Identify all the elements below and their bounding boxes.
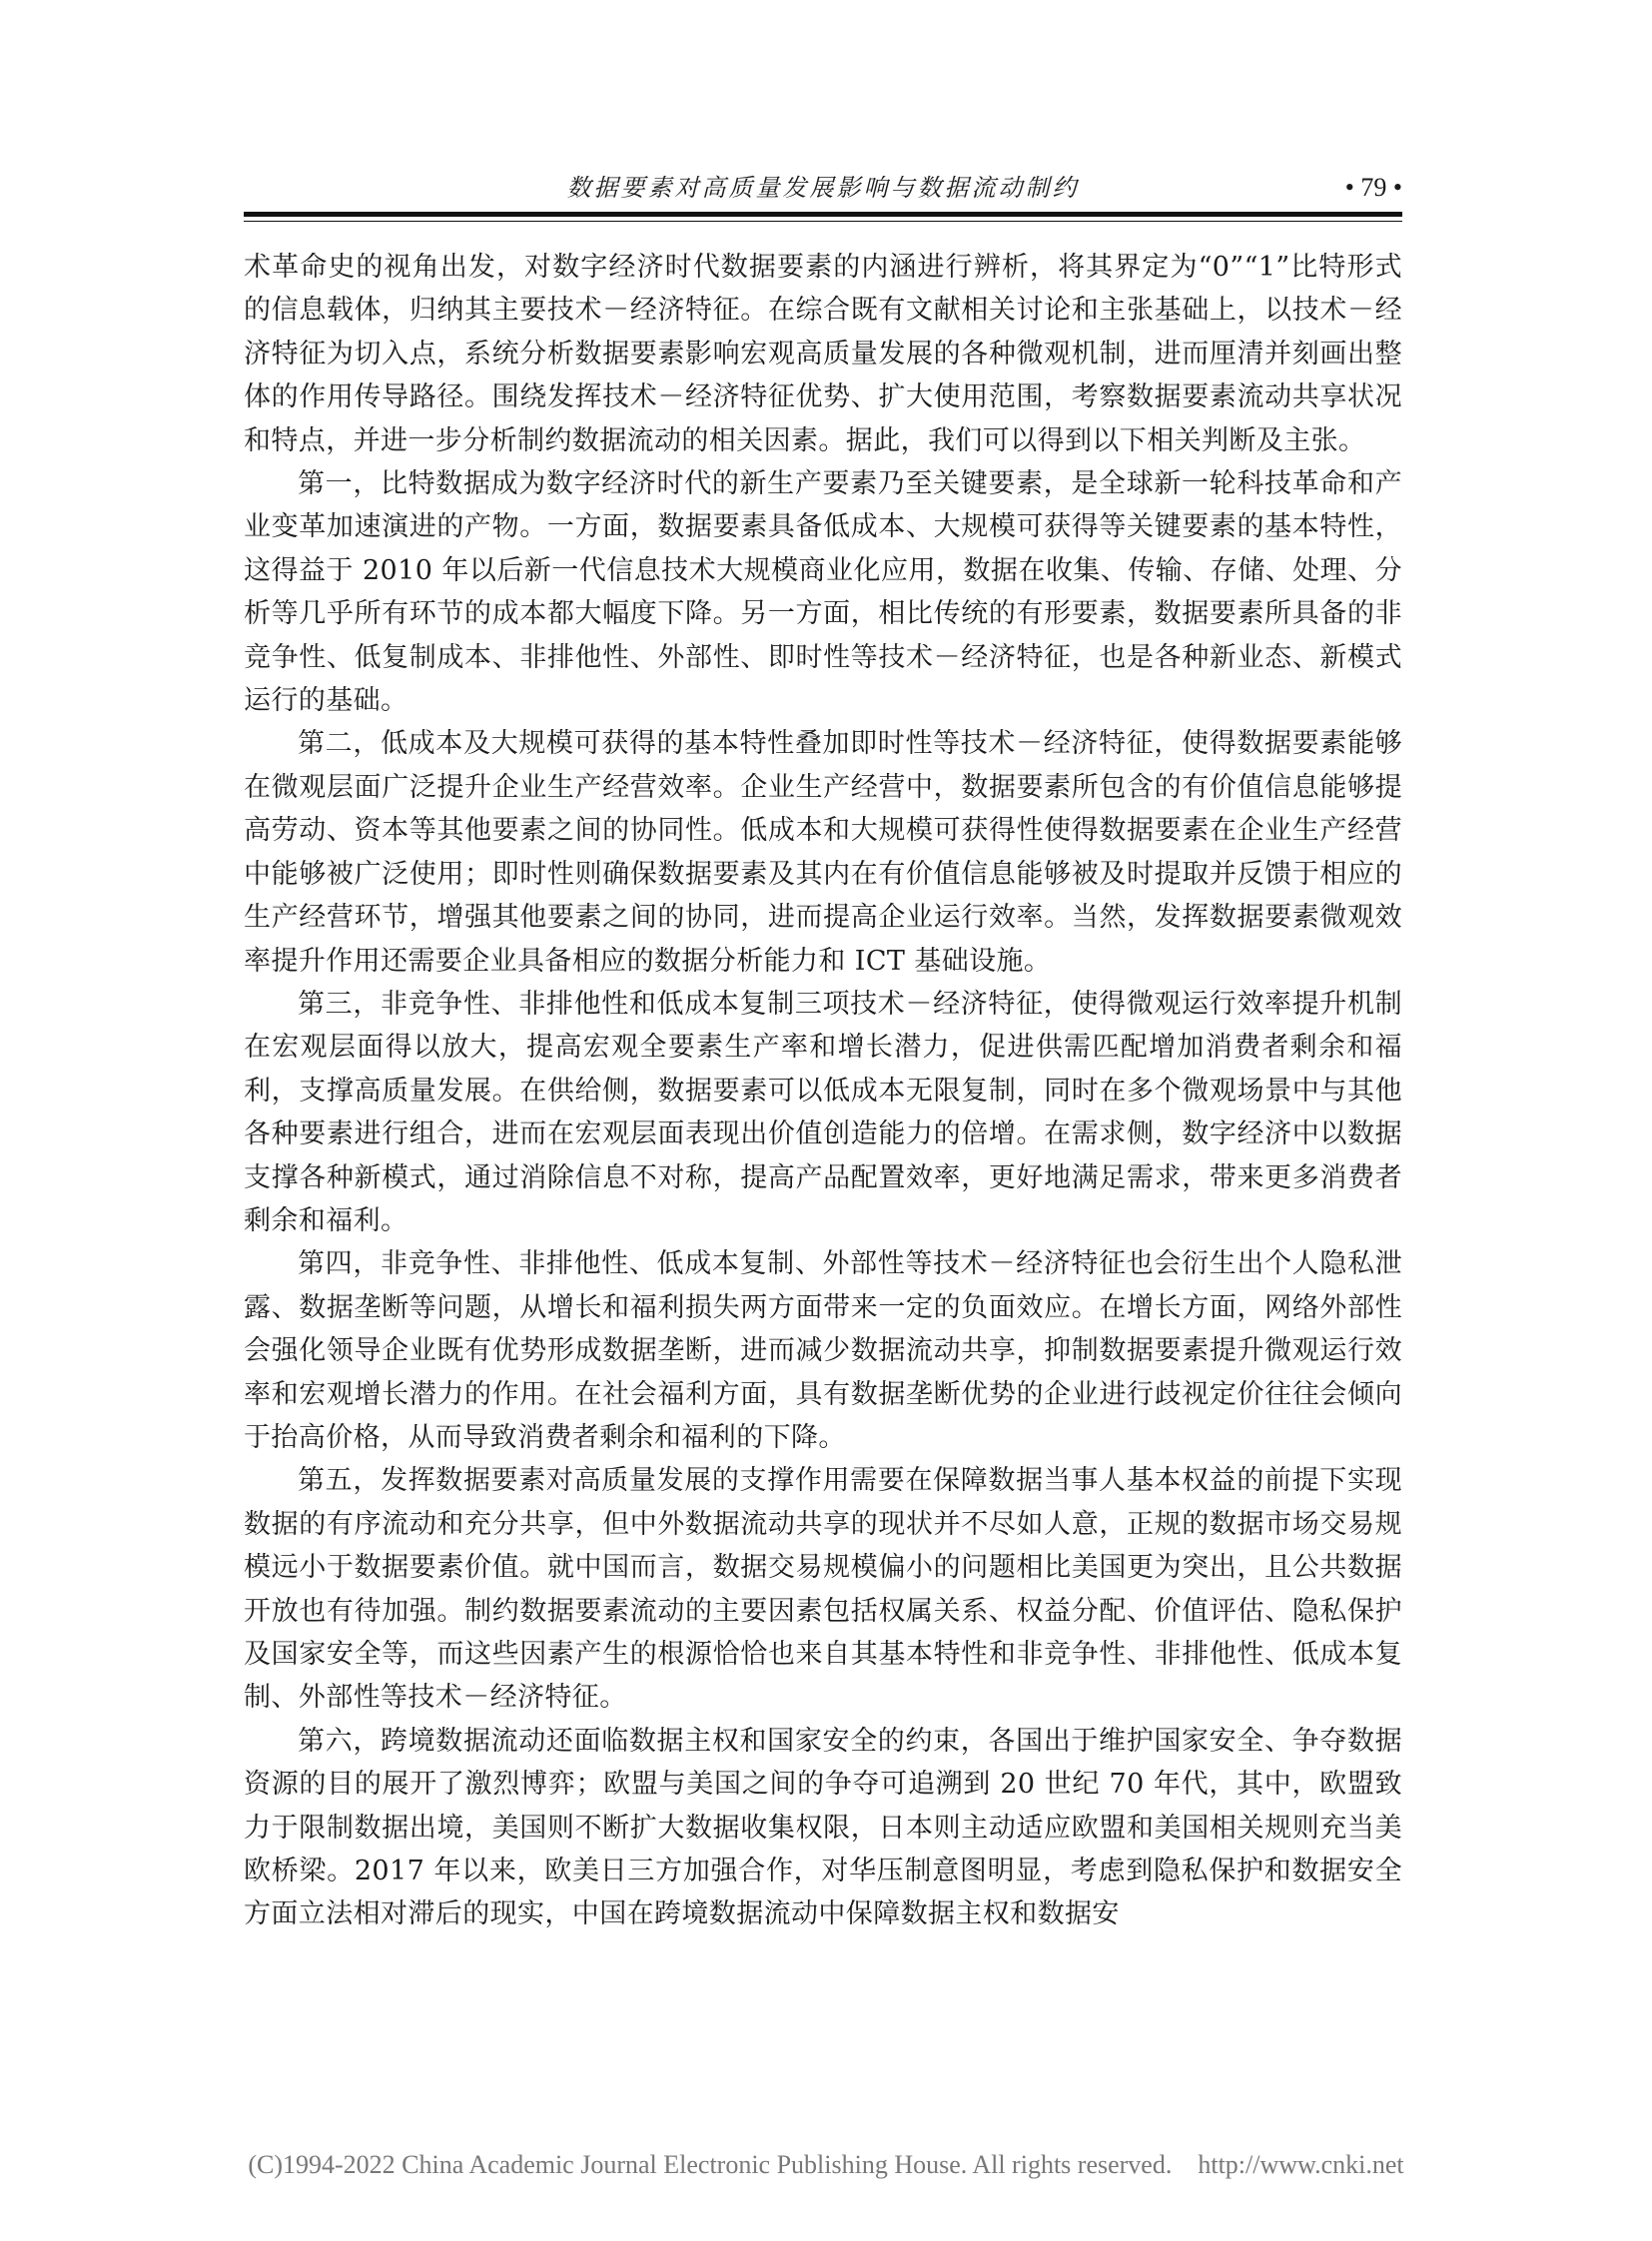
page-header [244, 168, 1402, 208]
running-title: 数据要素对高质量发展影响与数据流动制约 [566, 174, 1080, 202]
paragraph-first: 第一，比特数据成为数字经济时代的新生产要素乃至关键要素，是全球新一轮科技革命和产业变革加速演进的产物。一方面，数据要素具备低成本、大规模可获得等关键要素的基本特性，这得益于 2010 年以后新一代信息技术大规模商业化应用，数据在收集、传输、存储、处理、分析等几乎所有环节的成本都大幅度下降。另一方面，相比传统的有形要素，数据要素所具备的非竞争性、低复制成本、非排他性、外部性、即时性等技术－经济特征，也是各种新业态、新模式运行的基础。 [244, 468, 1402, 717]
cnki-link[interactable]: http://www.cnki.net [1198, 2150, 1404, 2179]
header-rule-thick [244, 212, 1402, 217]
body-text [244, 246, 1402, 1936]
page-footer [0, 2150, 1652, 2180]
paragraph-sixth: 第六，跨境数据流动还面临数据主权和国家安全的约束，各国出于维护国家安全、争夺数据资源的目的展开了激烈博弈；欧盟与美国之间的争夺可追溯到 20 世纪 70 年代，其中，欧盟致力于限制数据出境，美国则不断扩大数据收集权限，日本则主动适应欧盟和美国相关规则充当美欧桥梁。2017 年以来，欧美日三方加强合作，对华压制意图明显，考虑到隐私保护和数据安全方面立法相对滞后的现实，中国在跨境数据流动中保障数据主权和数据安 [244, 1725, 1402, 1930]
paragraph-second: 第二，低成本及大规模可获得的基本特性叠加即时性等技术－经济特征，使得数据要素能够在微观层面广泛提升企业生产经营效率。企业生产经营中，数据要素所包含的有价值信息能够提高劳动、资本等其他要素之间的协同性。低成本和大规模可获得性使得数据要素在企业生产经营中能够被广泛使用；即时性则确保数据要素及其内在有价值信息能够被及时提取并反馈于相应的生产经营环节，增强其他要素之间的协同，进而提高企业运行效率。当然，发挥数据要素微观效率提升作用还需要企业具备相应的数据分析能力和 ICT 基础设施。 [244, 728, 1402, 977]
paragraph-fifth: 第五，发挥数据要素对高质量发展的支撑作用需要在保障数据当事人基本权益的前提下实现数据的有序流动和充分共享，但中外数据流动共享的现状并不尽如人意，正规的数据市场交易规模远小于数据要素价值。就中国而言，数据交易规模偏小的问题相比美国更为突出，且公共数据开放也有待加强。制约数据要素流动的主要因素包括权属关系、权益分配、价值评估、隐私保护及国家安全等，而这些因素产生的根源恰恰也来自其基本特性和非竞争性、非排他性、低成本复制、外部性等技术－经济特征。 [244, 1465, 1402, 1714]
page-number: • 79 • [1344, 173, 1402, 202]
copyright-notice: (C)1994-2022 China Academic Journal Electronic Publishing House. All rights reserved. [248, 2150, 1173, 2179]
paragraph-fourth: 第四，非竞争性、非排他性、低成本复制、外部性等技术－经济特征也会衍生出个人隐私泄露、数据垄断等问题，从增长和福利损失两方面带来一定的负面效应。在增长方面，网络外部性会强化领导企业既有优势形成数据垄断，进而减少数据流动共享，抑制数据要素提升微观运行效率和宏观增长潜力的作用。在社会福利方面，具有数据垄断优势的企业进行歧视定价往往会倾向于抬高价格，从而导致消费者剩余和福利的下降。 [244, 1248, 1402, 1453]
paragraph-third: 第三，非竞争性、非排他性和低成本复制三项技术－经济特征，使得微观运行效率提升机制在宏观层面得以放大，提高宏观全要素生产率和增长潜力，促进供需匹配增加消费者剩余和福利，支撑高质量发展。在供给侧，数据要素可以低成本无限复制，同时在多个微观场景中与其他各种要素进行组合，进而在宏观层面表现出价值创造能力的倍增。在需求侧，数字经济中以数据支撑各种新模式，通过消除信息不对称，提高产品配置效率，更好地满足需求，带来更多消费者剩余和福利。 [244, 988, 1402, 1236]
header-rule-thin [244, 221, 1402, 222]
paragraph-continued: 术革命史的视角出发，对数字经济时代数据要素的内涵进行辨析，将其界定为“0”“1”比特形式的信息载体，归纳其主要技术－经济特征。在综合既有文献相关讨论和主张基础上，以技术－经济特征为切入点，系统分析数据要素影响宏观高质量发展的各种微观机制，进而厘清并刻画出整体的作用传导路径。围绕发挥技术－经济特征优势、扩大使用范围，考察数据要素流动共享状况和特点，并进一步分析制约数据流动的相关因素。据此，我们可以得到以下相关判断及主张。 [244, 252, 1402, 456]
